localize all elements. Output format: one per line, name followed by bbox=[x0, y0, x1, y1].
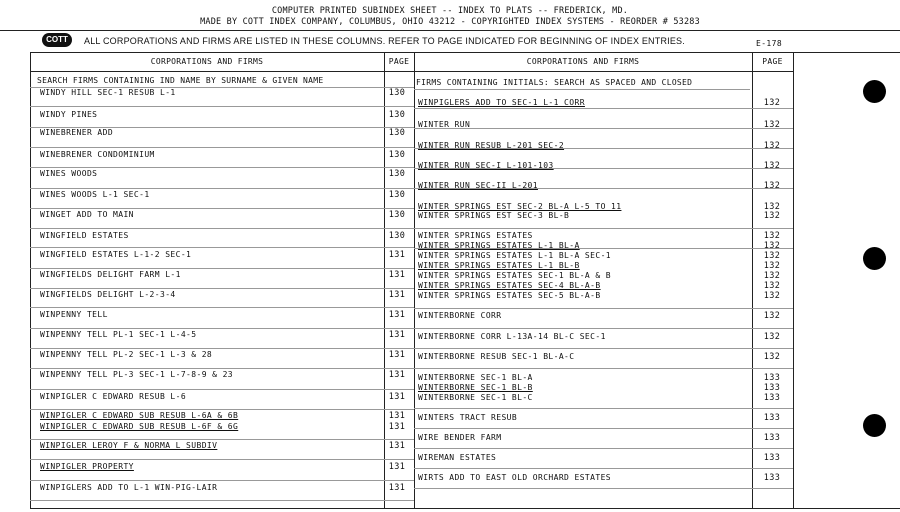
entry-name: WINTER SPRINGS ESTATES bbox=[418, 231, 533, 240]
entry-page: 131 bbox=[388, 462, 406, 472]
entry-name: WINTER SPRINGS ESTATES L-1 BL-B bbox=[418, 261, 580, 270]
entry-name: WIREMAN ESTATES bbox=[418, 453, 497, 462]
row-rule bbox=[414, 408, 793, 409]
row-rule bbox=[30, 500, 414, 501]
entry-name: WINTERS TRACT RESUB bbox=[418, 413, 518, 422]
entry-page: 130 bbox=[388, 128, 406, 138]
row-rule bbox=[30, 459, 414, 460]
row-rule bbox=[30, 228, 414, 229]
entry-name: WINPIGLERS ADD TO SEC-1 L-1 CORR bbox=[418, 98, 585, 107]
row-rule bbox=[414, 108, 793, 109]
row-rule bbox=[414, 228, 793, 229]
entry-page: 131 bbox=[388, 370, 406, 380]
row-rule bbox=[414, 428, 793, 429]
entry-page: 132 bbox=[763, 251, 781, 261]
entry-name: WINPENNY TELL bbox=[40, 310, 108, 319]
entry-name: WINES WOODS L-1 SEC-1 bbox=[40, 190, 150, 199]
entry-page: 133 bbox=[763, 453, 781, 463]
entry-name: WIRTS ADD TO EAST OLD ORCHARD ESTATES bbox=[418, 473, 612, 482]
entry-page: 131 bbox=[388, 330, 406, 340]
entry-page: 131 bbox=[388, 250, 406, 260]
entry-page: 132 bbox=[763, 271, 781, 281]
row-rule bbox=[414, 368, 793, 369]
entry-page: 133 bbox=[763, 373, 781, 383]
entry-page: 133 bbox=[763, 473, 781, 483]
entry-page: 130 bbox=[388, 150, 406, 160]
entry-name: WINGFIELD ESTATES bbox=[40, 231, 129, 240]
publisher-line: MADE BY COTT INDEX COMPANY, COLUMBUS, OHIO 43212 - COPYRIGHTED INDEX SYSTEMS - REORDER # 53283 bbox=[200, 17, 700, 27]
entry-page: 132 bbox=[763, 241, 781, 251]
entry-name: WINPIGLERS ADD TO L-1 WIN-PIG-LAIR bbox=[40, 483, 218, 492]
row-rule bbox=[30, 208, 414, 209]
entry-page: 132 bbox=[763, 352, 781, 362]
binder-hole-middle bbox=[863, 247, 886, 270]
entry-page: 131 bbox=[388, 422, 406, 432]
entry-page: 130 bbox=[388, 190, 406, 200]
table-bottom-rule bbox=[30, 508, 900, 509]
right-subheader-rule bbox=[414, 89, 750, 90]
entry-name: WINPENNY TELL PL-3 SEC-1 L-7-8-9 & 23 bbox=[40, 370, 234, 379]
row-rule bbox=[414, 448, 793, 449]
binder-hole-bottom bbox=[863, 414, 886, 437]
left-header-rule bbox=[30, 71, 414, 72]
entry-page: 131 bbox=[388, 392, 406, 402]
entry-page: 131 bbox=[388, 350, 406, 360]
left-column-title: CORPORATIONS AND FIRMS bbox=[150, 57, 264, 66]
table-top-rule bbox=[30, 52, 900, 53]
entry-name: WINTER RUN SEC-II L-201 bbox=[418, 181, 538, 190]
row-rule bbox=[30, 409, 414, 410]
entry-name: WINTER SPRINGS ESTATES SEC-5 BL-A-B bbox=[418, 291, 601, 300]
entry-name: WINGFIELDS DELIGHT L-2-3-4 bbox=[40, 290, 176, 299]
binder-hole-top bbox=[863, 80, 886, 103]
sheet-title: COMPUTER PRINTED SUBINDEX SHEET -- INDEX TO PLATS -- FREDERICK, MD. bbox=[271, 6, 629, 16]
entry-name: WINTER RUN SEC-I L-101-103 bbox=[418, 161, 554, 170]
right-page-divider bbox=[752, 52, 753, 508]
right-column-title: CORPORATIONS AND FIRMS bbox=[526, 57, 640, 66]
entry-page: 132 bbox=[763, 211, 781, 221]
entry-page: 132 bbox=[763, 181, 781, 191]
entry-name: WINGFIELDS DELIGHT FARM L-1 bbox=[40, 270, 181, 279]
row-rule bbox=[30, 389, 414, 390]
entry-name: WINTERBORNE SEC-1 BL-A bbox=[418, 373, 533, 382]
entry-page: 131 bbox=[388, 483, 406, 493]
entry-name: WINPIGLER C EDWARD SUB RESUB L-6F & 6G bbox=[40, 422, 239, 431]
row-rule bbox=[414, 488, 793, 489]
right-margin-divider bbox=[793, 52, 794, 508]
right-header-rule bbox=[414, 71, 793, 72]
entry-page: 133 bbox=[763, 393, 781, 403]
row-rule bbox=[414, 348, 793, 349]
entry-name: WINPIGLER C EDWARD SUB RESUB L-6A & 6B bbox=[40, 411, 239, 420]
row-rule bbox=[30, 268, 414, 269]
left-page-header: PAGE bbox=[388, 57, 410, 66]
entry-name: WINPIGLER PROPERTY bbox=[40, 462, 134, 471]
entry-page: 131 bbox=[388, 441, 406, 451]
left-subheader: SEARCH FIRMS CONTAINING IND NAME BY SURNAME & GIVEN NAME bbox=[37, 76, 324, 85]
row-rule bbox=[30, 288, 414, 289]
header-rule bbox=[0, 30, 900, 31]
entry-name: WINGET ADD TO MAIN bbox=[40, 210, 134, 219]
entry-name: WINGFIELD ESTATES L-1-2 SEC-1 bbox=[40, 250, 192, 259]
entry-page: 131 bbox=[388, 411, 406, 421]
entry-name: WINTER RUN bbox=[418, 120, 471, 129]
row-rule bbox=[30, 348, 414, 349]
entry-page: 132 bbox=[763, 281, 781, 291]
entry-page: 132 bbox=[763, 332, 781, 342]
entry-name: WIRE BENDER FARM bbox=[418, 433, 502, 442]
entry-page: 131 bbox=[388, 310, 406, 320]
entry-name: WINTER SPRINGS ESTATES L-1 BL-A SEC-1 bbox=[418, 251, 612, 260]
right-subheader: FIRMS CONTAINING INITIALS: SEARCH AS SPACED AND CLOSED bbox=[416, 78, 693, 87]
entry-page: 132 bbox=[763, 231, 781, 241]
entry-page: 130 bbox=[388, 88, 406, 98]
entry-page: 132 bbox=[763, 261, 781, 271]
entry-page: 131 bbox=[388, 270, 406, 280]
entry-name: WINTER SPRINGS ESTATES SEC-1 BL-A & B bbox=[418, 271, 612, 280]
entry-page: 131 bbox=[388, 290, 406, 300]
entry-page: 133 bbox=[763, 413, 781, 423]
entry-page: 130 bbox=[388, 231, 406, 241]
entry-name: WINTERBORNE CORR L-13A-14 BL-C SEC-1 bbox=[418, 332, 606, 341]
right-page-header: PAGE bbox=[762, 57, 783, 66]
entry-page: 130 bbox=[388, 169, 406, 179]
entry-page: 130 bbox=[388, 110, 406, 120]
row-rule bbox=[30, 439, 414, 440]
entry-name: WINTERBORNE RESUB SEC-1 BL-A-C bbox=[418, 352, 575, 361]
entry-page: 132 bbox=[763, 120, 781, 130]
row-rule bbox=[30, 247, 414, 248]
entry-name: WINPENNY TELL PL-1 SEC-1 L-4-5 bbox=[40, 330, 197, 339]
entry-page: 132 bbox=[763, 141, 781, 151]
row-rule bbox=[30, 307, 414, 308]
entry-page: 130 bbox=[388, 210, 406, 220]
entry-page: 132 bbox=[763, 161, 781, 171]
entry-name: WINPIGLER LEROY F & NORMA L SUBDIV bbox=[40, 441, 218, 450]
entry-name: WINTERBORNE SEC-1 BL-B bbox=[418, 383, 533, 392]
entry-name: WINTERBORNE SEC-1 BL-C bbox=[418, 393, 533, 402]
entry-page: 133 bbox=[763, 433, 781, 443]
entry-page: 132 bbox=[763, 291, 781, 301]
entry-name: WINEBRENER ADD bbox=[40, 128, 114, 137]
entry-page: 132 bbox=[763, 202, 781, 212]
entry-name: WINES WOODS bbox=[40, 169, 98, 178]
center-divider bbox=[414, 52, 415, 508]
row-rule bbox=[30, 106, 414, 107]
entry-name: WINTER SPRINGS EST SEC-3 BL-B bbox=[418, 211, 570, 220]
row-rule bbox=[30, 188, 414, 189]
row-rule bbox=[414, 308, 793, 309]
entry-name: WINDY HILL SEC-1 RESUB L-1 bbox=[40, 88, 176, 97]
entry-name: WINTERBORNE CORR bbox=[418, 311, 502, 320]
entry-name: WINTER RUN RESUB L-201 SEC-2 bbox=[418, 141, 565, 150]
row-rule bbox=[30, 328, 414, 329]
entry-name: WINDY PINES bbox=[40, 110, 98, 119]
notice-text: ALL CORPORATIONS AND FIRMS ARE LISTED IN THESE COLUMNS. REFER TO PAGE INDICATED FOR BEGINNING OF INDEX ENTRIES. bbox=[84, 36, 685, 46]
entry-page: 133 bbox=[763, 383, 781, 393]
entry-name: WINTER SPRINGS ESTATES L-1 BL-A bbox=[418, 241, 580, 250]
row-rule bbox=[30, 167, 414, 168]
row-rule bbox=[414, 468, 793, 469]
sheet-code: E-178 bbox=[756, 39, 783, 48]
row-rule bbox=[414, 328, 793, 329]
row-rule bbox=[30, 368, 414, 369]
row-rule bbox=[30, 480, 414, 481]
row-rule bbox=[414, 128, 793, 129]
entry-page: 132 bbox=[763, 98, 781, 108]
entry-name: WINTER SPRINGS ESTATES SEC-4 BL-A-B bbox=[418, 281, 601, 290]
cott-logo: COTT bbox=[42, 33, 72, 47]
row-rule bbox=[30, 147, 414, 148]
entry-page: 132 bbox=[763, 311, 781, 321]
entry-name: WINEBRENER CONDOMINIUM bbox=[40, 150, 155, 159]
entry-name: WINPIGLER C EDWARD RESUB L-6 bbox=[40, 392, 187, 401]
entry-name: WINPENNY TELL PL-2 SEC-1 L-3 & 28 bbox=[40, 350, 213, 359]
entry-name: WINTER SPRINGS EST SEC-2 BL-A L-5 TO 11 bbox=[418, 202, 622, 211]
